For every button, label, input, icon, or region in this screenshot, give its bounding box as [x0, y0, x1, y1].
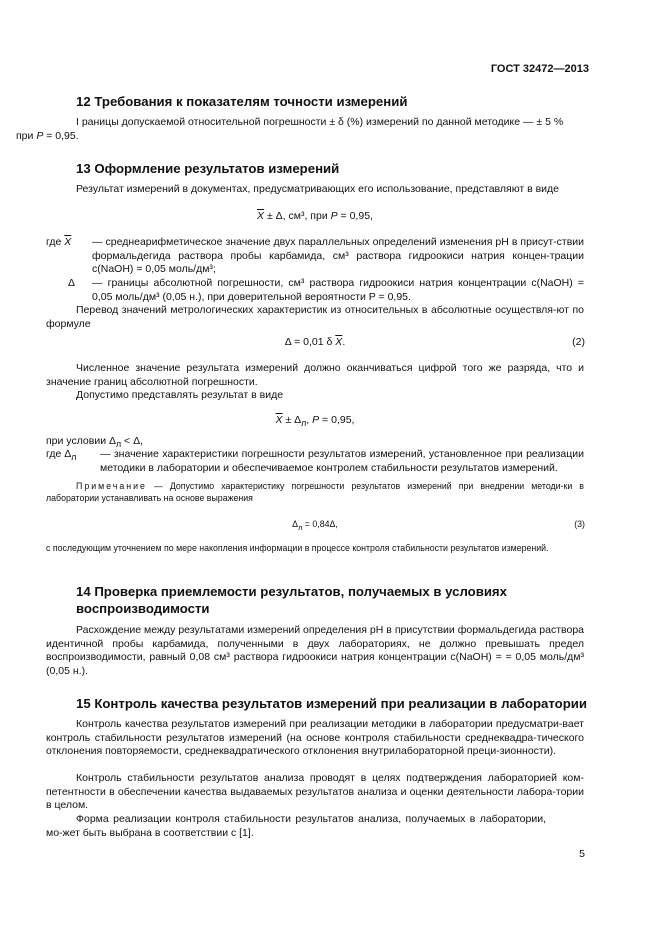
- section-15-p2: Контроль стабильности результатов анализа проводят в целях подтверждения лабораторией ком-петентности в обеспечении качества выдаваемых результатов анализа и оценки деятельности лабора-тории в целом.: [46, 772, 584, 812]
- definition-delta-text: — границы абсолютной погрешности, см³ раствора гидроокиси натрия концентрации c(NaOH) = 0,05 моль/дм³ (0,05 н.), при доверительной вероятности P = 0,95.: [92, 277, 584, 303]
- note-label: Примечание: [76, 481, 147, 491]
- formula-2-body: Δ = 0,01 δ: [284, 336, 333, 348]
- section-14-title-line-2: воспроизводимости: [76, 601, 210, 616]
- formula-3-sub: л: [301, 418, 307, 429]
- formula-1: [46, 210, 584, 222]
- allowed-text: Допустимо представлять результат в виде: [76, 389, 284, 401]
- definition-delta: [46, 277, 584, 305]
- formula-3: $\overline{X} \pm \Delta_л$, P = 0,95,: [275, 414, 355, 429]
- formula-1-rest: ± Δ, см³, при: [264, 210, 331, 222]
- condition-text: при условии $\Delta_л < \Delta$,: [46, 435, 144, 450]
- section-12-text: [16, 116, 584, 143]
- formula-2: [46, 336, 584, 348]
- section-13-intro: Результат измерений в документах, предусматривающих его использование, представляют в виде: [76, 183, 559, 195]
- section-14-title-line-1: 14 Проверка приемлемости результатов, получаемых в условиях: [76, 584, 507, 599]
- formula-2-end: .: [342, 336, 346, 348]
- section-14-text: Расхождение между результатами измерений определения pH в присутствии формальдегида раствора идентичной пробы карбамида, полученными в двух лабораториях, не должно превышать предел воспроизводимости, равный 0,08 см³ раствора гидроокиси натрия концентрации c(NaOH) = = 0,05 моль/дм³ (0,05 н.).: [46, 624, 584, 677]
- formula-3-p: P: [312, 414, 320, 426]
- definition-delta-l: [46, 448, 584, 476]
- standard-number: ГОСТ 32472—2013: [490, 63, 589, 75]
- section-14-title: [76, 583, 507, 617]
- section-12-text-a: I раницы допускаемой относительной погрешности ± δ (%) измерений по данной методике — ± 5 %: [76, 116, 564, 128]
- section-12-text-b: при P = 0,95.: [16, 129, 79, 142]
- note: [46, 480, 584, 504]
- formula-4: $\Delta_л = 0,84\Delta$,: [292, 519, 338, 532]
- formula-1-p: P: [330, 210, 338, 222]
- numeric-text: Численное значение результата измерений должно оканчиваться цифрой того же разряда, что и значение границ абсолютной погрешности.: [46, 362, 584, 388]
- formula-1-end: = 0,95,: [337, 210, 373, 222]
- page-number: 5: [579, 848, 585, 860]
- section-15-p1: Контроль качества результатов измерений при реализации методики в лаборатории предусматри-вает контроль стабильности результатов измерений (на основе контроля стабильности среднеквадра-тического отклонения повторяемости, среднеквадратического отклонения внутрилабораторной преци-зионности).: [46, 718, 584, 758]
- definition-x: [46, 236, 584, 278]
- definition-x-text: — среднеарифметическое значение двух параллельных определений изменения pH в присут-ствии формальдегида раствора пробы карбамида, см³ раствора гидроокиси натрия концен-трации c(NaOH) = 0,05 моль/дм³;: [92, 236, 584, 276]
- where-label-2: где $\Delta_л$: [46, 448, 77, 463]
- formula-4-number: (3): [574, 519, 585, 529]
- definition-delta-l-text: — значение характеристики погрешности результатов измерений, установленное при реализации методики в лаборатории и обеспечиваемое контролем стабильности результатов измерений.: [100, 448, 584, 474]
- formula-1-x: $\overline{X}$: [257, 210, 265, 222]
- definition-delta-symbol: Δ: [68, 277, 76, 289]
- where-label: где $\overline{X}$: [46, 236, 72, 248]
- formula-2-x: $\overline{X}$: [335, 336, 343, 348]
- note-text: — Допустимо характеристику погрешности результатов измерений при внедрении методи-ки в лаборатории устанавливать на основе выражения: [46, 481, 584, 503]
- section-13-title: 13 Оформление результатов измерений: [76, 161, 340, 176]
- section-12-title: 12 Требования к показателям точности измерений: [76, 94, 408, 109]
- formula-3-x: $\overline{X}$: [275, 414, 283, 426]
- formula-2-number: (2): [572, 336, 585, 348]
- transfer-text: Перевод значений метрологических характеристик из относительных в абсолютные осуществля-ют по формуле: [46, 304, 584, 330]
- formula-3-end: = 0,95,: [319, 414, 355, 426]
- section-15-p3: Форма реализации контроля стабильности результатов анализа, получаемых в лаборатории, мо-жет быть выбрана в соответствии с [1].: [46, 813, 546, 839]
- section-15-title: 15 Контроль качества результатов измерений при реализации в лаборатории: [76, 696, 587, 711]
- formula-3-mid: ± Δ: [282, 414, 302, 426]
- note-end: с последующим уточнением по мере накопления информации в процессе контроля стабильности результатов измерений.: [46, 543, 549, 553]
